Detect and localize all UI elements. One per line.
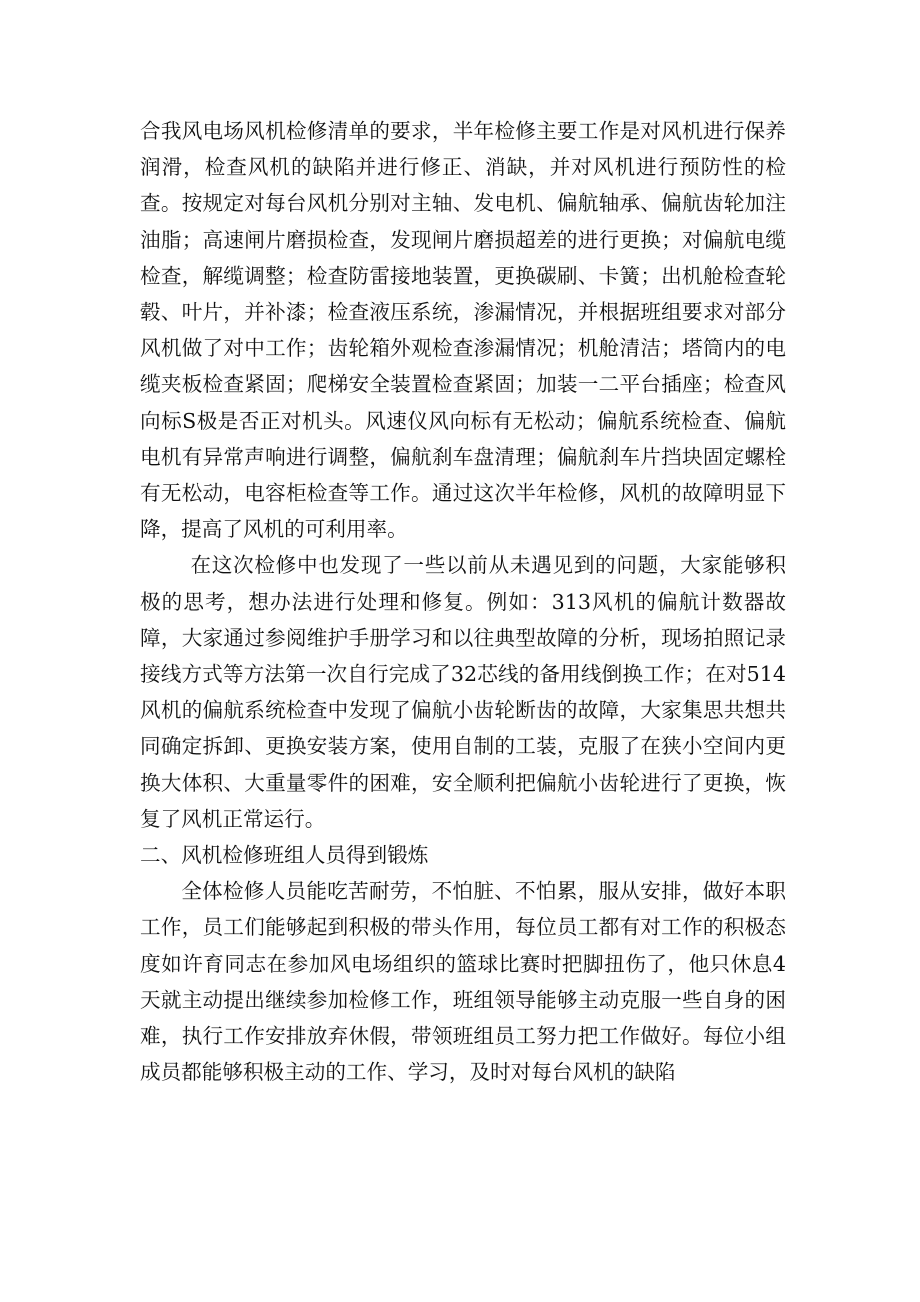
paragraph-maintenance-work: 合我风电场风机检修清单的要求，半年检修主要工作是对风机进行保养润滑，检查风机的缺陷并进行修正、消缺，并对风机进行预防性的检查。按规定对每台风机分别对主轴、发电机、偏航轴承、偏航齿轮加注油脂；高速闸片磨损检查，发现闸片磨损超差的进行更换；对偏航电缆检查，解缆调整；检查防雷接地装置，更换碳刷、卡簧；出机舱检查轮毂、叶片，并补漆；检查液压系统，渗漏情况，并根据班组要求对部分风机做了对中工作；齿轮箱外观检查渗漏情况；机舱清洁；塔筒内的电缆夹板检查紧固；爬梯安全装置检查紧固；加装一二平台插座；检查风向标S极是否正对机头。风速仪风向标有无松动；偏航系统检查、偏航电机有异常声响进行调整，偏航刹车盘清理；偏航刹车片挡块固定螺栓有无松动，电容柜检查等工作。通过这次半年检修，风机的故障明显下降，提高了风机的可利用率。 xyxy=(140,119,786,542)
paragraph-new-problems: 在这次检修中也发现了一些以前从未遇见到的问题，大家能够积极的思考，想办法进行处理和修复。例如：313风机的偏航计数器故障，大家通过参阅维护手册学习和以往典型故障的分析，现场拍照记录接线方式等方法第一次自行完成了32芯线的备用线倒换工作；在对514风机的偏航系统检查中发现了偏航小齿轮断齿的故障，大家集思共想共同确定拆卸、更换安装方案，使用自制的工装，克服了在狭小空间内更换大体积、大重量零件的困难，安全顺利把偏航小齿轮进行了更换，恢复了风机正常运行。 xyxy=(140,553,786,831)
paragraph-team-training: 全体检修人员能吃苦耐劳，不怕脏、不怕累，服从安排，做好本职工作，员工们能够起到积极的带头作用，每位员工都有对工作的积极态度如许育同志在参加风电场组织的篮球比赛时把脚扭伤了，他只休息4天就主动提出继续参加检修工作，班组领导能够主动克服一些自身的困难，执行工作安排放弃休假，带领班组员工努力把工作做好。每位小组成员都能够积极主动的工作、学习，及时对每台风机的缺陷 xyxy=(140,879,786,1085)
section-heading: 二、风机检修班组人员得到锻炼 xyxy=(140,843,429,868)
document-body xyxy=(140,113,786,1090)
